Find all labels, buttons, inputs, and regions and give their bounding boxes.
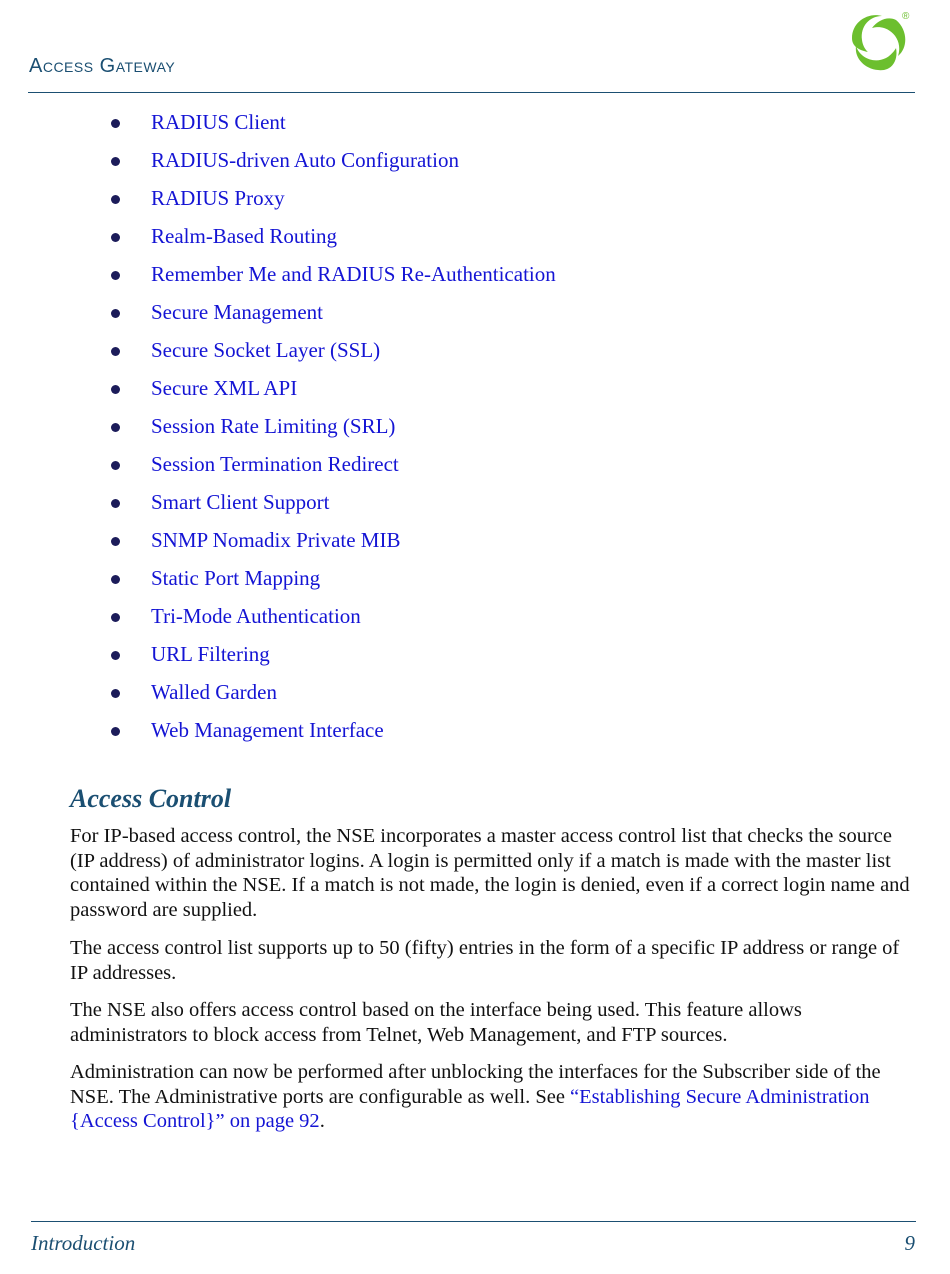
bullet-dot-icon <box>111 689 120 698</box>
header-title: Access Gateway <box>29 55 176 77</box>
bullet-dot-icon <box>111 119 120 128</box>
nomadix-swirl-logo-icon <box>838 6 918 76</box>
feature-link[interactable]: Secure Socket Layer (SSL) <box>151 338 381 362</box>
bullet-dot-icon <box>111 385 120 394</box>
footer-rule <box>31 1221 916 1222</box>
feature-link[interactable]: RADIUS Client <box>151 110 286 134</box>
paragraph-text-end: . <box>319 1110 325 1133</box>
bullet-dot-icon <box>111 727 120 736</box>
bullet-dot-icon <box>111 537 120 546</box>
feature-link[interactable]: RADIUS-driven Auto Configuration <box>151 148 459 172</box>
bullet-dot-icon <box>111 423 120 432</box>
bullet-dot-icon <box>111 157 120 166</box>
registered-mark: ® <box>902 11 910 22</box>
bullet-dot-icon <box>111 309 120 318</box>
paragraph-text: Administration can now be performed after unblocking the interfaces for the Subscriber side of the NSE. The Administrative ports are configurable as well. See <box>70 1061 881 1108</box>
feature-link[interactable]: SNMP Nomadix Private MIB <box>151 528 401 552</box>
bullet-dot-icon <box>111 499 120 508</box>
bullet-dot-icon <box>111 347 120 356</box>
feature-link[interactable]: Static Port Mapping <box>151 566 321 590</box>
bullet-dot-icon <box>111 613 120 622</box>
feature-link[interactable]: Web Management Interface <box>151 718 384 742</box>
bullet-dot-icon <box>111 575 120 584</box>
feature-link[interactable]: Smart Client Support <box>151 490 330 514</box>
section-heading: Access Control <box>70 784 232 813</box>
bullet-dot-icon <box>111 271 120 280</box>
paragraph: For IP-based access control, the NSE incorporates a master access control list that checks the source (IP address) of administrator logins. A login is permitted only if a match is made with the master list contained within the NSE. If a match is not made, the login is denied, even if a correct login name and password are supplied. <box>70 825 910 921</box>
feature-link[interactable]: Session Rate Limiting (SRL) <box>151 414 396 438</box>
paragraph: The access control list supports up to 50 (fifty) entries in the form of a specific IP address or range of IP addresses. <box>70 937 900 984</box>
feature-link[interactable]: Secure XML API <box>151 376 298 400</box>
feature-link[interactable]: Remember Me and RADIUS Re-Authentication <box>151 262 556 286</box>
feature-link[interactable]: Walled Garden <box>151 680 277 704</box>
feature-link[interactable]: URL Filtering <box>151 642 270 666</box>
bullet-dot-icon <box>111 233 120 242</box>
feature-link[interactable]: Secure Management <box>151 300 324 324</box>
paragraph: The NSE also offers access control based on the interface being used. This feature allows administrators to block access from Telnet, Web Management, and FTP sources. <box>70 999 802 1046</box>
feature-link[interactable]: Realm-Based Routing <box>151 224 338 248</box>
bullet-dot-icon <box>111 195 120 204</box>
header-rule <box>28 92 915 93</box>
footer-page-number: 9 <box>904 1231 915 1255</box>
cross-reference-link[interactable]: “Establishing Secure Administration {Access Control}” on page 92 <box>70 1085 870 1133</box>
feature-link[interactable]: Session Termination Redirect <box>151 452 399 476</box>
bullet-dot-icon <box>111 461 120 470</box>
footer-section-name: Introduction <box>31 1231 136 1255</box>
paragraph-with-xref <box>70 1060 920 1134</box>
feature-link[interactable]: Tri-Mode Authentication <box>151 604 361 628</box>
bullet-dot-icon <box>111 651 120 660</box>
feature-link[interactable]: RADIUS Proxy <box>151 186 285 210</box>
